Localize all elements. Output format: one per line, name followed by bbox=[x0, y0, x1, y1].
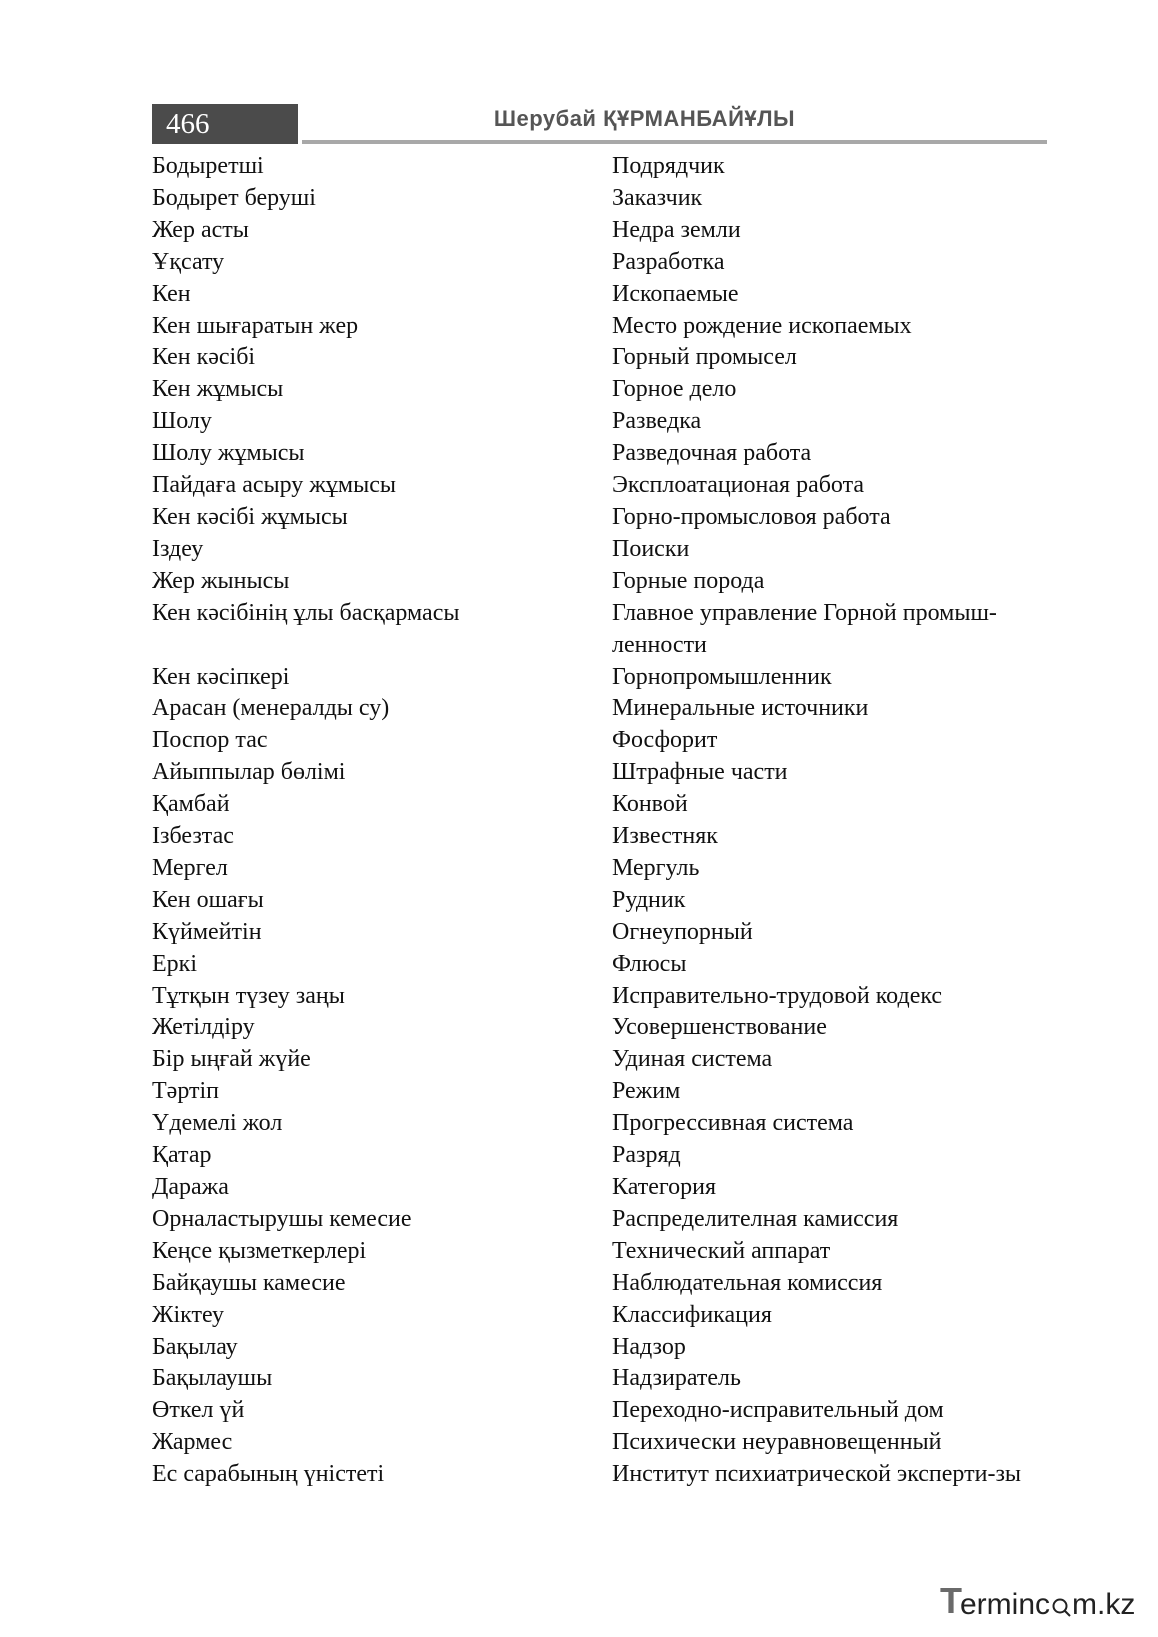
term-row bbox=[152, 1012, 1052, 1044]
term-russian: Надзор bbox=[612, 1333, 686, 1360]
running-head-author: Шерубай ҚҰРМАНБАЙҰЛЫ bbox=[493, 106, 796, 131]
term-russian: Классификация bbox=[612, 1301, 772, 1328]
term-kazakh: Байқаушы камесие bbox=[152, 1269, 346, 1296]
term-kazakh: Жармес bbox=[152, 1429, 233, 1456]
term-kazakh: Кеңсе қызметкерлері bbox=[152, 1237, 367, 1264]
term-row bbox=[152, 1427, 1052, 1459]
term-kazakh: Бақылаушы bbox=[152, 1365, 273, 1392]
term-russian: Недра земли bbox=[612, 216, 741, 243]
term-row bbox=[152, 662, 1052, 694]
term-row bbox=[152, 1140, 1052, 1172]
term-kazakh: Іздеу bbox=[152, 535, 204, 562]
term-row bbox=[152, 502, 1052, 534]
term-row bbox=[152, 1044, 1052, 1076]
term-kazakh: Еркі bbox=[152, 950, 197, 977]
term-russian: Горные порода bbox=[612, 567, 765, 594]
term-russian: Исправительно-трудовой кодекс bbox=[612, 982, 943, 1009]
term-russian: Подрядчик bbox=[612, 153, 725, 179]
page-header bbox=[152, 104, 1047, 146]
term-row bbox=[152, 1459, 1052, 1491]
term-russian: Огнеупорный bbox=[612, 918, 753, 945]
watermark-middle: erminc bbox=[960, 1588, 1051, 1621]
term-kazakh: Жер асты bbox=[152, 216, 249, 243]
term-row bbox=[152, 725, 1052, 757]
term-russian: Горно-промысловоя работа bbox=[612, 503, 891, 530]
term-kazakh: Кен кәсібі bbox=[152, 344, 256, 371]
term-row bbox=[152, 470, 1052, 502]
term-russian: Горнопромышленник bbox=[612, 663, 832, 690]
glossary-table bbox=[152, 151, 1052, 1491]
term-kazakh: Бодыретші bbox=[152, 153, 264, 179]
term-russian: Штрафные части bbox=[612, 759, 788, 786]
term-row bbox=[152, 406, 1052, 438]
term-russian: Флюсы bbox=[612, 950, 687, 977]
term-kazakh: Шолу bbox=[152, 408, 212, 435]
term-row bbox=[152, 1300, 1052, 1332]
term-row bbox=[152, 311, 1052, 343]
term-row bbox=[152, 1268, 1052, 1300]
term-kazakh: Кен bbox=[152, 280, 191, 307]
term-row bbox=[152, 1108, 1052, 1140]
term-kazakh: Айыппылар бөлімі bbox=[152, 759, 346, 786]
term-row bbox=[152, 757, 1052, 789]
term-kazakh: Кен кәсіпкері bbox=[152, 663, 290, 690]
term-kazakh: Ұқсату bbox=[152, 248, 225, 275]
term-russian: Конвой bbox=[612, 791, 688, 818]
term-kazakh: Бодырет беруші bbox=[152, 184, 316, 211]
term-kazakh: Кен жұмысы bbox=[152, 376, 284, 403]
term-row bbox=[152, 853, 1052, 885]
term-russian: Категория bbox=[612, 1174, 716, 1200]
term-row bbox=[152, 949, 1052, 981]
term-row bbox=[152, 981, 1052, 1013]
term-russian: Разведка bbox=[612, 408, 702, 435]
term-kazakh: Бір ыңғай жүйе bbox=[152, 1046, 311, 1073]
term-kazakh: Кен кәсібінің ұлы басқармасы bbox=[152, 599, 460, 626]
term-russian: Распределителная камиссия bbox=[612, 1205, 899, 1232]
term-russian: Технический аппарат bbox=[612, 1237, 831, 1264]
term-kazakh: Жер жынысы bbox=[152, 567, 290, 594]
term-row bbox=[152, 1236, 1052, 1268]
term-row bbox=[152, 1076, 1052, 1108]
term-kazakh: Мергел bbox=[152, 854, 228, 881]
term-kazakh: Өткел үй bbox=[152, 1397, 245, 1424]
term-kazakh: Тұтқын түзеу заңы bbox=[152, 982, 345, 1009]
term-row bbox=[152, 215, 1052, 247]
term-row bbox=[152, 598, 1052, 662]
term-kazakh: Жіктеу bbox=[152, 1301, 225, 1328]
term-row bbox=[152, 789, 1052, 821]
term-row bbox=[152, 1332, 1052, 1364]
term-kazakh: Кен ошағы bbox=[152, 886, 264, 913]
term-russian: Разработка bbox=[612, 248, 725, 275]
term-russian: Рудник bbox=[612, 886, 686, 913]
term-russian: Известняк bbox=[612, 823, 718, 850]
term-row bbox=[152, 1363, 1052, 1395]
term-russian: Наблюдательная комиссия bbox=[612, 1269, 883, 1296]
watermark-suffix: m.kz bbox=[1072, 1588, 1136, 1621]
term-russian: Прогрессивная система bbox=[612, 1110, 854, 1137]
term-russian: Разряд bbox=[612, 1142, 681, 1169]
term-row bbox=[152, 1172, 1052, 1204]
term-kazakh: Пайдаға асыру жұмысы bbox=[152, 472, 396, 499]
term-row bbox=[152, 374, 1052, 406]
term-russian: Заказчик bbox=[612, 184, 703, 211]
term-russian: Институт психиатрической эксперти-зы bbox=[612, 1461, 1022, 1488]
term-kazakh: Күймейтін bbox=[152, 918, 262, 945]
term-row bbox=[152, 438, 1052, 470]
term-row bbox=[152, 534, 1052, 566]
header-rule bbox=[302, 140, 1047, 144]
term-russian: Режим bbox=[612, 1078, 681, 1105]
term-russian: Ископаемые bbox=[612, 280, 739, 307]
term-russian: Место рождение ископаемых bbox=[612, 312, 912, 339]
term-russian: Мергуль bbox=[612, 854, 700, 881]
term-russian: Удиная система bbox=[612, 1046, 773, 1073]
term-kazakh: Арасан (менералды су) bbox=[152, 695, 390, 722]
term-russian: Горный промысел bbox=[612, 344, 797, 371]
term-kazakh: Жетілдіру bbox=[152, 1014, 255, 1041]
term-row bbox=[152, 151, 1052, 183]
term-russian: Горное дело bbox=[612, 376, 737, 403]
page-number-box bbox=[152, 104, 298, 144]
watermark-prefix: T bbox=[940, 1580, 962, 1621]
term-russian: Психически неуравновещенный bbox=[612, 1429, 942, 1456]
term-kazakh: Үдемелі жол bbox=[152, 1110, 283, 1137]
term-row bbox=[152, 183, 1052, 215]
term-kazakh: Қамбай bbox=[152, 791, 230, 818]
term-row bbox=[152, 279, 1052, 311]
magnifier-icon bbox=[1051, 1597, 1071, 1617]
term-row bbox=[152, 1395, 1052, 1427]
term-kazakh: Кен кәсібі жұмысы bbox=[152, 503, 348, 530]
term-row bbox=[152, 821, 1052, 853]
term-russian: Разведочная работа bbox=[612, 440, 812, 467]
term-russian: Поиски bbox=[612, 535, 690, 562]
term-row bbox=[152, 247, 1052, 279]
term-kazakh: Ес сарабының үністеті bbox=[152, 1461, 385, 1488]
page-number: 466 bbox=[166, 108, 210, 140]
term-kazakh: Орналастырушы кемесие bbox=[152, 1205, 412, 1232]
term-russian: Главное управление Горной промыш-ленности bbox=[612, 599, 997, 658]
term-kazakh: Тәртіп bbox=[152, 1078, 219, 1105]
term-kazakh: Даража bbox=[152, 1174, 229, 1200]
term-kazakh: Бақылау bbox=[152, 1333, 238, 1360]
term-kazakh: Поспор тас bbox=[152, 727, 268, 754]
term-row bbox=[152, 1204, 1052, 1236]
term-row bbox=[152, 342, 1052, 374]
term-row bbox=[152, 693, 1052, 725]
term-row bbox=[152, 566, 1052, 598]
watermark-logo bbox=[940, 1580, 1135, 1622]
term-kazakh: Қатар bbox=[152, 1142, 212, 1169]
term-kazakh: Кен шығаратын жер bbox=[152, 312, 359, 339]
term-russian: Минеральные источники bbox=[612, 695, 869, 722]
term-russian: Надзиратель bbox=[612, 1365, 741, 1392]
term-russian: Переходно-исправительный дом bbox=[612, 1397, 944, 1424]
term-russian: Эксплоатационая работа bbox=[612, 472, 865, 499]
term-russian: Усовершенствование bbox=[612, 1014, 827, 1041]
term-russian: Фосфорит bbox=[612, 727, 718, 754]
term-row bbox=[152, 885, 1052, 917]
term-kazakh: Шолу жұмысы bbox=[152, 440, 305, 467]
term-row bbox=[152, 917, 1052, 949]
term-kazakh: Ізбезтас bbox=[152, 823, 234, 850]
